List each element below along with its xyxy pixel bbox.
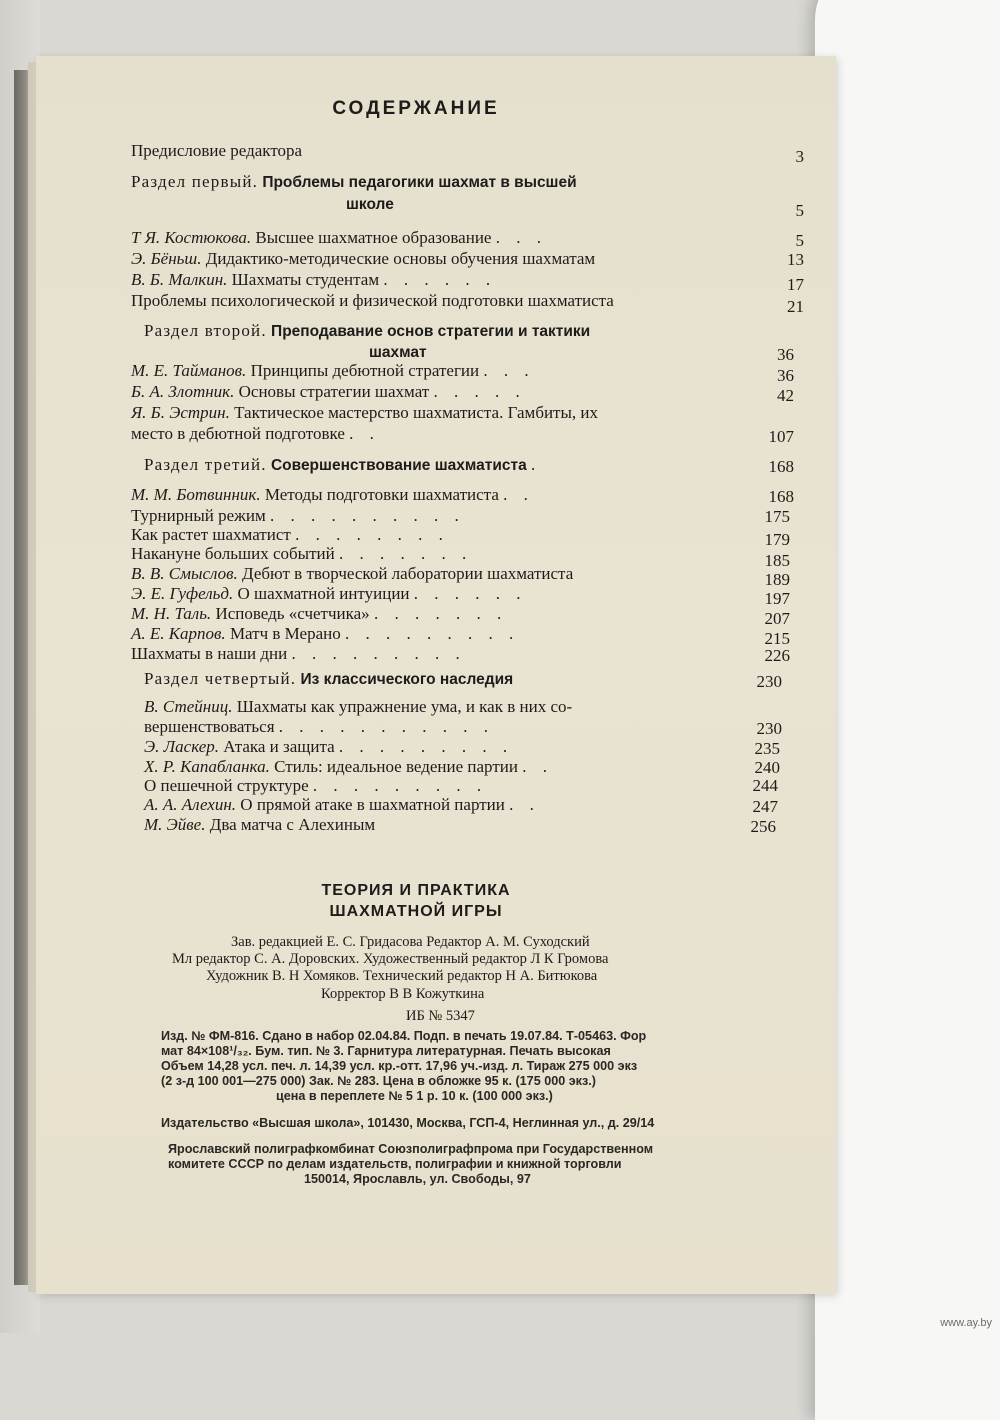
entry-text: Основы стратегии шахмат (238, 382, 430, 401)
toc-entry-cont (144, 716, 494, 737)
toc-entry-preface (131, 140, 302, 161)
toc-entry (131, 603, 507, 624)
leader-dots: . . . . . . . . . (291, 644, 466, 663)
page-number: 179 (764, 530, 790, 549)
leader-dots: . . . . . . . . . (338, 737, 514, 756)
leader-dots: . (530, 455, 536, 474)
section-heading-1 (131, 171, 577, 193)
imprint-line: Объем 14,28 усл. печ. л. 14,39 усл. кр.-отт. 17,96 уч.-изд. л. Тираж 275 000 экз (161, 1059, 638, 1073)
imprint-line: Изд. № ФМ-816. Сдано в набор 02.04.84. Подп. в печать 19.07.84. Т-05463. Фор (161, 1029, 647, 1043)
toc-entry (131, 543, 472, 564)
publisher-line: Издательство «Высшая школа», 101430, Москва, ГСП-4, Неглинная ул., д. 29/14 (161, 1116, 655, 1130)
page-number: 247 (752, 797, 778, 816)
leader-dots: . . . . . . . . (295, 525, 449, 544)
section-heading-2 (144, 320, 590, 342)
entry-text: Два матча с Алехиным (209, 815, 376, 834)
entry-author: В. Б. Малкин. (131, 270, 228, 289)
leader-dots: . . . (495, 228, 547, 247)
page-number: 185 (764, 551, 790, 570)
toc-entry (131, 583, 527, 604)
page-number: 235 (754, 739, 780, 758)
entry-text: Стиль: идеальное ведение партии (274, 757, 518, 776)
leader-dots: . . . . . . . . . . (270, 506, 465, 525)
entry-author: Т Я. Костюкова. (131, 228, 252, 247)
entry-text: Принципы дебютной стратегии (250, 361, 480, 380)
credit-line: Художник В. Н Хомяков. Технический редактор Н А. Битюкова (206, 968, 598, 984)
page-number: 215 (764, 629, 790, 648)
page-number: 226 (764, 646, 790, 665)
printer-line: 150014, Ярославль, ул. Свободы, 97 (304, 1172, 531, 1186)
credit-line: Зав. редакцией Е. С. Гридасова Редактор А. М. Суходский (231, 934, 590, 950)
page-number: 230 (756, 672, 782, 691)
entry-text: Высшее шахматное образование (255, 228, 492, 247)
section-heading-3 (144, 454, 535, 476)
section-title-cont: шахмат (369, 344, 427, 361)
entry-text: Атака и защита (223, 737, 335, 756)
toc-title: СОДЕРЖАНИЕ (332, 98, 500, 119)
book-title-line2: ШАХМАТНОЙ ИГРЫ (329, 903, 503, 920)
entry-author: Б. А. Злотник. (131, 382, 235, 401)
entry-text: О шахматной интуиции (237, 584, 410, 603)
toc-entry (144, 775, 487, 796)
page-number: 207 (764, 609, 790, 628)
page-number: 244 (752, 776, 778, 795)
leader-dots: . . . . . . . (338, 544, 473, 563)
entry-text: Шахматы студентам (231, 270, 380, 289)
entry-text: О прямой атаке в шахматной партии (240, 795, 505, 814)
toc-entry (131, 227, 547, 248)
page-number: 175 (764, 507, 790, 526)
toc-entry (131, 248, 595, 269)
contents-page (36, 56, 836, 1294)
page-number: 21 (787, 297, 804, 316)
toc-entry-cont (131, 423, 380, 444)
toc-entry (131, 402, 598, 423)
entry-text: Накануне больших событий (131, 544, 335, 563)
entry-author: В. Стейниц. (144, 697, 233, 716)
leader-dots: . . . . . . (383, 270, 497, 289)
entry-author: М. Н. Таль. (131, 604, 212, 623)
entry-text: место в дебютной подготовке (131, 424, 345, 443)
toc-entry (131, 269, 496, 290)
leader-dots: . . . (483, 361, 535, 380)
ib-number: ИБ № 5347 (406, 1008, 475, 1024)
entry-author: М. Эйве. (144, 815, 206, 834)
leader-dots: . . (522, 757, 553, 776)
entry-text: Проблемы психологической и физической подготовки шахматиста (131, 291, 614, 310)
toc-entry (144, 736, 513, 757)
page-number: 168 (768, 457, 794, 476)
entry-text: Исповедь «счетчика» (215, 604, 370, 623)
page-number: 42 (777, 386, 794, 405)
book-title-line1: ТЕОРИЯ И ПРАКТИКА (321, 882, 511, 899)
entry-text: Предисловие редактора (131, 141, 303, 160)
toc-entry (144, 814, 375, 835)
facing-blank-page (815, 0, 1000, 1420)
section-title: Преподавание основ стратегии и тактики (271, 323, 591, 340)
entry-text: Дидактико-методические основы обучения шахматам (205, 249, 596, 268)
toc-entry (144, 756, 553, 777)
toc-entry (131, 643, 466, 664)
credit-line: Мл редактор С. А. Доровских. Художественный редактор Л К Громова (172, 951, 609, 967)
leader-dots: . . . . . . (413, 584, 527, 603)
entry-author: А. А. Алехин. (144, 795, 237, 814)
section-label: Раздел второй. (144, 321, 267, 340)
section-title: Проблемы педагогики шахмат в высшей (262, 174, 577, 191)
entry-text: Шахматы как упражнение ума, и как в них со- (236, 697, 573, 716)
entry-author: Э. Е. Гуфельд. (131, 584, 234, 603)
imprint-line: цена в переплете № 5 1 р. 10 к. (100 000 экз.) (276, 1089, 553, 1103)
imprint-line: (2 з-д 100 001—275 000) Зак. № 283. Цена в обложке 95 к. (175 000 экз.) (161, 1074, 596, 1088)
entry-author: Э. Ласкер. (144, 737, 220, 756)
toc-entry (144, 696, 572, 717)
page-number: 13 (787, 250, 804, 269)
credit-line: Корректор В В Кожуткина (321, 986, 485, 1002)
entry-author: Х. Р. Капабланка. (144, 757, 270, 776)
page-number: 256 (750, 817, 776, 836)
page-number: 3 (795, 147, 804, 166)
section-heading-1-cont (346, 193, 394, 215)
section-title: Совершенствование шахматиста (270, 457, 527, 474)
page-number: 230 (756, 719, 782, 738)
page-number: 189 (764, 570, 790, 589)
leader-dots: . . . . . . . . . (345, 624, 520, 643)
toc-entry (131, 484, 534, 505)
entry-author: Я. Б. Эстрин. (131, 403, 230, 422)
toc-entry (131, 563, 573, 584)
printer-line: комитете СССР по делам издательств, полиграфии и книжной торговли (168, 1157, 622, 1171)
leader-dots: . . . . . . . . . (312, 776, 488, 795)
toc-entry (131, 505, 465, 526)
toc-entry (131, 524, 449, 545)
page-number: 5 (795, 231, 804, 250)
entry-author: М. Е. Тайманов. (131, 361, 247, 380)
entry-author: А. Е. Карпов. (131, 624, 226, 643)
page-number: 17 (787, 275, 804, 294)
toc-entry (144, 794, 540, 815)
leader-dots: . . . . . . . (373, 604, 508, 623)
toc-entry (131, 381, 526, 402)
page-number: 5 (795, 201, 804, 220)
leader-dots: . . (349, 424, 380, 443)
section-label: Раздел четвертый. (144, 669, 297, 688)
entry-author: В. В. Смыслов. (131, 564, 238, 583)
printer-line: Ярославский полиграфкомбинат Союзполиграфпрома при Государственном (168, 1142, 654, 1156)
leader-dots: . . . . . . . . . . . (278, 717, 495, 736)
toc-entry (131, 623, 519, 644)
leader-dots: . . (503, 485, 534, 504)
entry-text: Турнирный режим (131, 506, 266, 525)
page-number: 197 (764, 589, 790, 608)
section-title-cont: школе (346, 196, 394, 213)
section-title: Из классического наследия (300, 671, 514, 688)
leader-dots: . . . . . (433, 382, 526, 401)
page-number: 36 (777, 345, 794, 364)
entry-author: М. М. Ботвинник. (131, 485, 261, 504)
page-number: 168 (768, 487, 794, 506)
imprint-line: мат 84×108¹/₃₂. Бум. тип. № 3. Гарнитура литературная. Печать высокая (161, 1044, 611, 1058)
section-heading-4 (144, 668, 513, 690)
page-number: 36 (777, 366, 794, 385)
entry-text: Методы подготовки шахматиста (264, 485, 499, 504)
entry-text: вершенствоваться (144, 717, 275, 736)
entry-text: Матч в Мерано (229, 624, 341, 643)
entry-text: Дебют в творческой лаборатории шахматиста (242, 564, 574, 583)
leader-dots: . . (509, 795, 540, 814)
entry-text: Шахматы в наши дни (131, 644, 288, 663)
entry-text: О пешечной структуре (144, 776, 309, 795)
page-number: 240 (754, 758, 780, 777)
page-number: 107 (768, 427, 794, 446)
section-label: Раздел третий. (144, 455, 267, 474)
entry-text: Тактическое мастерство шахматиста. Гамбиты, их (234, 403, 599, 422)
toc-entry (131, 290, 614, 311)
entry-author: Э. Бёньш. (131, 249, 202, 268)
watermark: www.ay.by (940, 1317, 992, 1329)
entry-text: Как растет шахматист (131, 525, 291, 544)
section-label: Раздел первый. (131, 172, 259, 191)
toc-entry (131, 360, 535, 381)
